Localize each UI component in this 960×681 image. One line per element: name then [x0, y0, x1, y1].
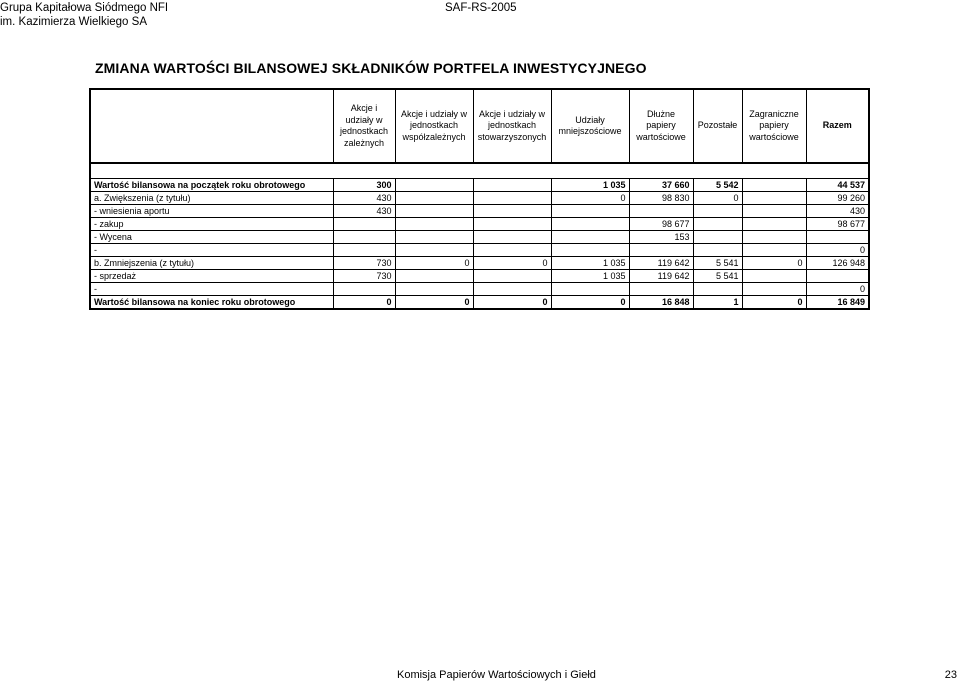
table-cell — [395, 270, 473, 283]
table-cell: 0 — [551, 192, 629, 205]
column-header: Akcje i udziały w jednostkach współzależnych — [395, 89, 473, 163]
table-cell — [473, 192, 551, 205]
table-row — [90, 205, 869, 218]
table-cell: 44 537 — [806, 179, 869, 192]
table-cell: 99 260 — [806, 192, 869, 205]
table-cell: 16 848 — [629, 296, 693, 310]
table-cell — [629, 205, 693, 218]
table-cell: 300 — [333, 179, 395, 192]
table-cell — [551, 283, 629, 296]
column-header: Akcje i udziały w jednostkach stowarzyszonych — [473, 89, 551, 163]
table-cell — [551, 244, 629, 257]
table-cell: 5 541 — [693, 270, 742, 283]
table-cell — [333, 218, 395, 231]
table-cell: 1 035 — [551, 179, 629, 192]
company-name-line2: im. Kazimierza Wielkiego SA — [0, 16, 147, 28]
table-cell — [742, 179, 806, 192]
table-cell: 153 — [629, 231, 693, 244]
table-cell: 98 677 — [806, 218, 869, 231]
table-cell — [806, 270, 869, 283]
table-cell — [333, 244, 395, 257]
row-label: - Wycena — [90, 231, 333, 244]
table-cell: 98 830 — [629, 192, 693, 205]
table-cell: 1 035 — [551, 257, 629, 270]
table-cell — [473, 231, 551, 244]
table-cell: 5 542 — [693, 179, 742, 192]
table-cell: 126 948 — [806, 257, 869, 270]
table-cell — [693, 244, 742, 257]
table-cell — [473, 283, 551, 296]
table-cell — [742, 270, 806, 283]
table-cell: 1 — [693, 296, 742, 310]
table-cell — [551, 231, 629, 244]
column-header: Pozostałe — [693, 89, 742, 163]
table-cell: 0 — [395, 296, 473, 310]
row-label: b. Zmniejszenia (z tytułu) — [90, 257, 333, 270]
table-cell — [473, 205, 551, 218]
table-cell: 1 035 — [551, 270, 629, 283]
column-header: Dłużne papiery wartościowe — [629, 89, 693, 163]
table-cell: 5 541 — [693, 257, 742, 270]
table-row — [90, 179, 869, 192]
table-cell: 37 660 — [629, 179, 693, 192]
table-cell: 0 — [806, 283, 869, 296]
table-cell — [395, 192, 473, 205]
table-cell: 0 — [333, 296, 395, 310]
table-cell: 98 677 — [629, 218, 693, 231]
table-cell — [693, 218, 742, 231]
table-cell — [742, 192, 806, 205]
company-name-line1: Grupa Kapitałowa Siódmego NFI — [0, 2, 169, 14]
table-row — [90, 192, 869, 205]
table-cell — [551, 205, 629, 218]
table-spacer-row — [90, 163, 869, 179]
page-number: 23 — [944, 669, 957, 681]
company-name — [0, 1, 168, 29]
table-row — [90, 296, 869, 310]
row-label: Wartość bilansowa na początek roku obrotowego — [90, 179, 333, 192]
table-cell — [395, 283, 473, 296]
table-row — [90, 218, 869, 231]
table-cell — [551, 218, 629, 231]
table-cell — [473, 244, 551, 257]
table-cell — [629, 283, 693, 296]
table-cell — [395, 205, 473, 218]
table-cell: 0 — [395, 257, 473, 270]
table-cell: 119 642 — [629, 270, 693, 283]
table-row — [90, 270, 869, 283]
table-cell — [395, 218, 473, 231]
column-header: Udziały mniejszościowe — [551, 89, 629, 163]
table-cell — [742, 205, 806, 218]
table-row — [90, 283, 869, 296]
table-cell — [693, 205, 742, 218]
table-cell: 119 642 — [629, 257, 693, 270]
table-cell: 16 849 — [806, 296, 869, 310]
table-cell: 730 — [333, 270, 395, 283]
table-cell: 0 — [742, 257, 806, 270]
row-label: a. Zwiększenia (z tytułu) — [90, 192, 333, 205]
portfolio-table — [89, 88, 870, 310]
table-cell: 0 — [806, 244, 869, 257]
table-cell — [806, 231, 869, 244]
column-header: Zagraniczne papiery wartościowe — [742, 89, 806, 163]
footer-commission: Komisja Papierów Wartościowych i Giełd — [397, 669, 596, 681]
table-cell — [395, 231, 473, 244]
form-code: SAF-RS-2005 — [445, 2, 517, 14]
column-header — [90, 89, 333, 163]
table-cell — [333, 283, 395, 296]
table-cell — [742, 283, 806, 296]
table-cell: 0 — [742, 296, 806, 310]
table-cell — [473, 270, 551, 283]
table-cell — [742, 218, 806, 231]
table-cell — [395, 244, 473, 257]
table-cell: 0 — [473, 257, 551, 270]
spacer-cell — [90, 163, 869, 179]
table-cell — [333, 231, 395, 244]
row-label: - — [90, 244, 333, 257]
column-header: Akcje i udziały w jednostkach zależnych — [333, 89, 395, 163]
table-cell: 0 — [693, 192, 742, 205]
table-cell: 430 — [333, 192, 395, 205]
table-cell — [395, 179, 473, 192]
table-cell: 0 — [551, 296, 629, 310]
table-cell — [742, 231, 806, 244]
column-header: Razem — [806, 89, 869, 163]
table-cell — [742, 244, 806, 257]
table-cell: 430 — [806, 205, 869, 218]
table-row — [90, 257, 869, 270]
row-label: - sprzedaż — [90, 270, 333, 283]
table-cell: 730 — [333, 257, 395, 270]
table-cell — [473, 218, 551, 231]
table-row — [90, 244, 869, 257]
table-header-row — [90, 89, 869, 163]
table-cell — [629, 244, 693, 257]
row-label: - zakup — [90, 218, 333, 231]
table-cell — [693, 283, 742, 296]
table-cell — [473, 179, 551, 192]
table-row — [90, 231, 869, 244]
row-label: Wartość bilansowa na koniec roku obrotowego — [90, 296, 333, 310]
row-label: - wniesienia aportu — [90, 205, 333, 218]
table-cell — [693, 231, 742, 244]
table-cell: 0 — [473, 296, 551, 310]
table-cell: 430 — [333, 205, 395, 218]
row-label: - — [90, 283, 333, 296]
page-title: ZMIANA WARTOŚCI BILANSOWEJ SKŁADNIKÓW PORTFELA INWESTYCYJNEGO — [95, 60, 647, 76]
table-body — [90, 179, 869, 310]
